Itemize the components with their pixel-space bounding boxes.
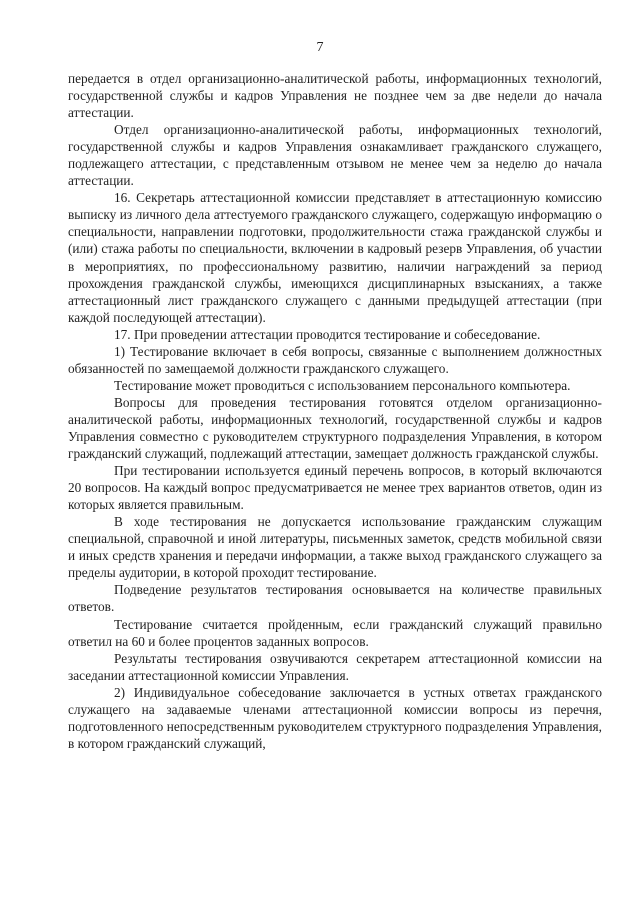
paragraph-testing-questions: Вопросы для проведения тестирования готовятся отделом организационно-аналитической работы, информационных технологий, государственной службы и кадров Управления совместно с руководителем структурного подразделения Управления, в котором гражданский служащий, подлежащий аттестации, замещает должность гражданской службы. xyxy=(68,394,602,462)
paragraph-testing-restrictions: В ходе тестирования не допускается использование гражданским служащим специальной, справочной и иной литературы, письменных заметок, средств мобильной связи и иных средств хранения и передачи информации, а также выход гражданского служащего за пределы аудитории, в которой проходит тестирование. xyxy=(68,514,602,581)
paragraph-results-basis: Подведение результатов тестирования основывается на количестве правильных ответов. xyxy=(68,582,602,615)
paragraph-interview: 2) Индивидуальное собеседование заключается в устных ответах гражданского служащего на задаваемые членами аттестационной комиссии вопросы из перечня, подготовленного непосредственным руководителем структурного подразделения Управления, в котором гражданский служащий, xyxy=(68,684,602,751)
paragraph-question-list: При тестировании используется единый перечень вопросов, в который включаются 20 вопросов. На каждый вопрос предусматривается не менее трех вариантов ответов, один из которых является правильным. xyxy=(68,463,602,513)
document-body xyxy=(68,70,602,752)
paragraph-testing-scope: 1) Тестирование включает в себя вопросы, связанные с выполнением должностных обязанностей по замещаемой должности гражданского служащего. xyxy=(68,343,602,376)
paragraph-review-notice: Отдел организационно-аналитической работы, информационных технологий, государственной службы и кадров Управления ознакамливает гражданского служащего, подлежащего аттестации, с представленным отзывом не менее чем за неделю до начала аттестации. xyxy=(68,122,602,189)
paragraph-testing-computer: Тестирование может проводиться с использованием персонального компьютера. xyxy=(114,377,571,393)
paragraph-item-17: 17. При проведении аттестации проводится тестирование и собеседование. xyxy=(114,326,541,342)
paragraph-results-announcement: Результаты тестирования озвучиваются секретарем аттестационной комиссии на заседании аттестационной комиссии Управления. xyxy=(68,650,602,683)
page-number: 7 xyxy=(316,40,324,55)
paragraph-item-16: 16. Секретарь аттестационной комиссии представляет в аттестационную комиссию выписку из личного дела аттестуемого гражданского служащего, содержащую информацию о специальности, направлении подготовки, продолжительности стажа гражданской службы и (или) стажа работы по специальности, включении в кадровый резерв Управления, об участии в мероприятиях, по профессиональному развитию, наличии награждений за период прохождения гражданской службы, имеющихся дисциплинарных взысканиях, а также аттестационный лист гражданского служащего с данными предыдущей аттестации (при каждой последующей аттестации). xyxy=(68,190,602,325)
paragraph-continuation: передается в отдел организационно-аналитической работы, информационных технологий, государственной службы и кадров Управления не позднее чем за две недели до начала аттестации. xyxy=(68,71,602,121)
paragraph-pass-threshold: Тестирование считается пройденным, если гражданский служащий правильно ответил на 60 и более процентов заданных вопросов. xyxy=(68,616,602,649)
